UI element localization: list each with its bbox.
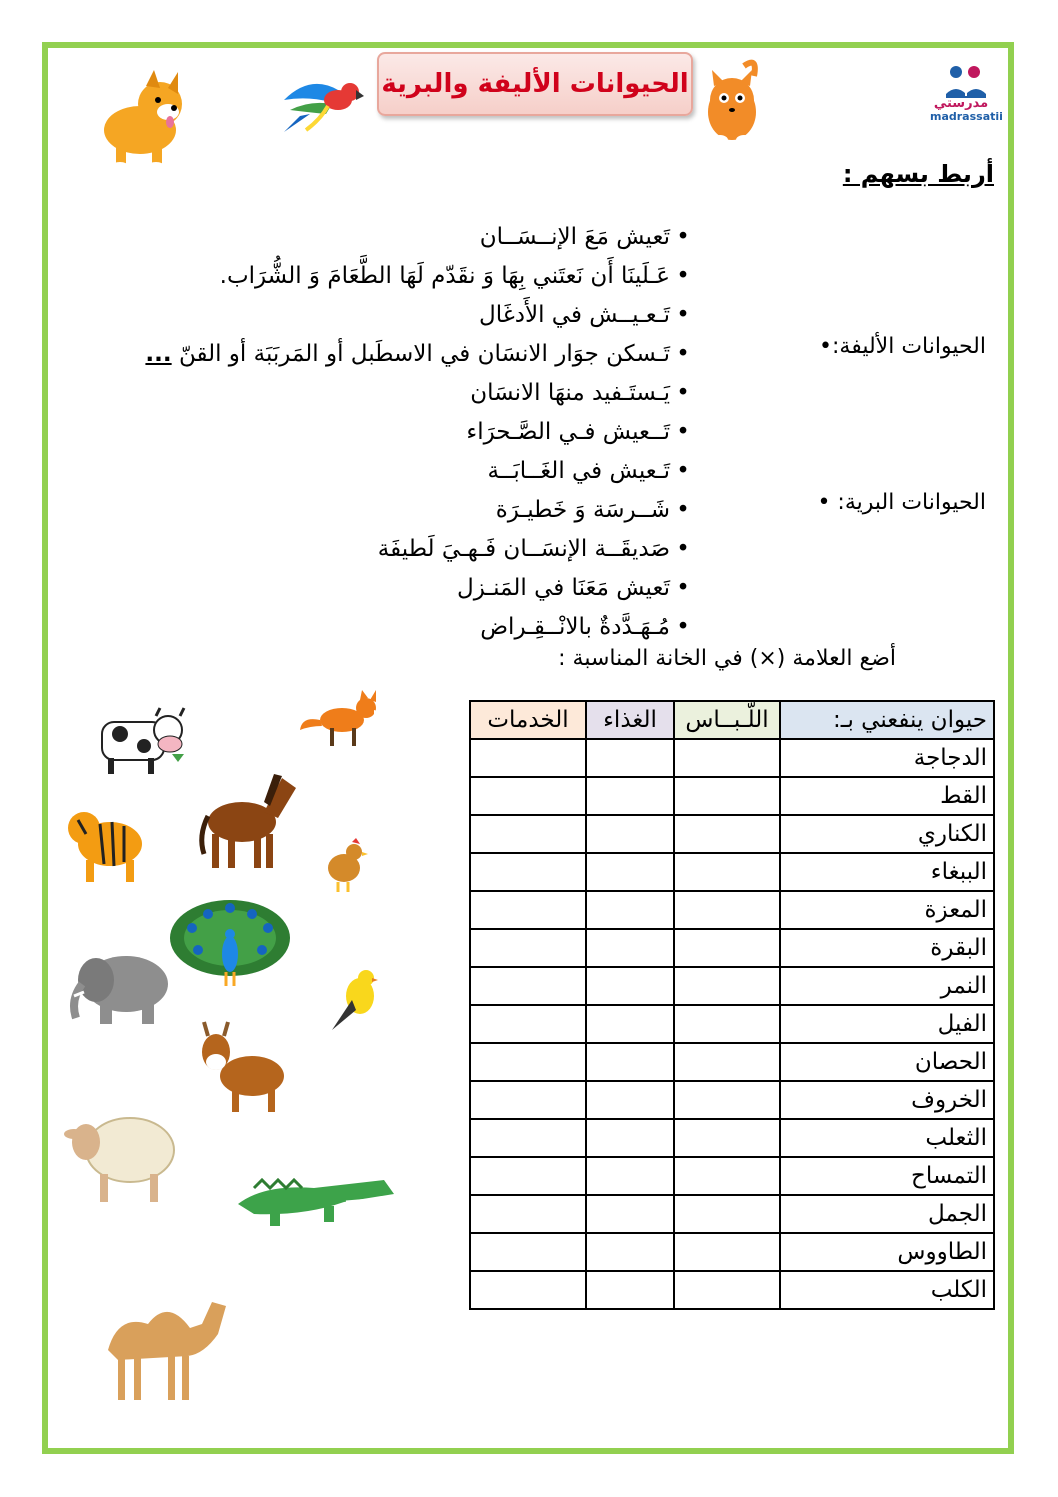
goat-illustration [194, 1022, 292, 1116]
cell-services[interactable] [470, 891, 586, 929]
table-row [470, 891, 994, 929]
header-services: الخدمات [470, 701, 586, 739]
animal-name: الببغاء [780, 853, 994, 891]
cell-clothing[interactable] [674, 1233, 780, 1271]
cell-food[interactable] [586, 815, 674, 853]
table-row [470, 1195, 994, 1233]
category-wild: الحيوانات البرية: • [817, 490, 986, 515]
cell-services[interactable] [470, 815, 586, 853]
peacock-illustration [168, 898, 294, 988]
animal-name: الدجاجة [780, 739, 994, 777]
cell-clothing[interactable] [674, 1157, 780, 1195]
cell-food[interactable] [586, 739, 674, 777]
cell-clothing[interactable] [674, 853, 780, 891]
canary-illustration [330, 966, 388, 1036]
table-row [470, 1005, 994, 1043]
table-instruction: أضع العلامة (×) في الخانة المناسبة : [558, 646, 896, 671]
cell-services[interactable] [470, 1043, 586, 1081]
cell-services[interactable] [470, 777, 586, 815]
cat-illustration [704, 56, 760, 148]
cell-food[interactable] [586, 777, 674, 815]
header-animal: حيوان ينفعني بـ: [780, 701, 994, 739]
table-row [470, 1119, 994, 1157]
logo-latin-text: madrassatii [930, 110, 1003, 123]
animal-name: الكلب [780, 1271, 994, 1309]
statement-item: • تَعيش مَعَ الإنــسَــان [145, 218, 696, 257]
cell-food[interactable] [586, 891, 674, 929]
animal-name: الثعلب [780, 1119, 994, 1157]
cell-food[interactable] [586, 1005, 674, 1043]
cell-clothing[interactable] [674, 815, 780, 853]
cell-services[interactable] [470, 967, 586, 1005]
animals-table [469, 700, 995, 1310]
animal-name: التمساح [780, 1157, 994, 1195]
logo-book-icon [944, 64, 988, 98]
cell-services[interactable] [470, 1195, 586, 1233]
table-row [470, 777, 994, 815]
cell-clothing[interactable] [674, 1043, 780, 1081]
crocodile-illustration [234, 1144, 396, 1240]
horse-illustration [198, 766, 300, 872]
sheep-illustration [66, 1100, 180, 1206]
statement-item: • تَـعـيــش في الأَدغَال [145, 296, 696, 335]
table-row [470, 1081, 994, 1119]
cell-services[interactable] [470, 1005, 586, 1043]
elephant-illustration [66, 944, 178, 1026]
animal-name: الجمل [780, 1195, 994, 1233]
cell-food[interactable] [586, 1195, 674, 1233]
cell-clothing[interactable] [674, 967, 780, 1005]
animal-name: الفيل [780, 1005, 994, 1043]
animal-name: القط [780, 777, 994, 815]
cell-clothing[interactable] [674, 891, 780, 929]
cell-services[interactable] [470, 739, 586, 777]
animal-name: الحصان [780, 1043, 994, 1081]
animal-name: النمر [780, 967, 994, 1005]
cell-clothing[interactable] [674, 929, 780, 967]
camel-illustration [98, 1294, 230, 1404]
animal-name: الكناري [780, 815, 994, 853]
cell-food[interactable] [586, 1043, 674, 1081]
table-header-row [470, 701, 994, 739]
cell-clothing[interactable] [674, 777, 780, 815]
cell-food[interactable] [586, 1157, 674, 1195]
table-row [470, 1233, 994, 1271]
table-row [470, 1043, 994, 1081]
animal-name: المعزة [780, 891, 994, 929]
parrot-illustration [280, 70, 364, 134]
cell-services[interactable] [470, 1157, 586, 1195]
statement-item: • شَــرسَة وَ خَطيـرَة [145, 491, 696, 530]
cell-clothing[interactable] [674, 1081, 780, 1119]
table-row [470, 1157, 994, 1195]
cell-clothing[interactable] [674, 1271, 780, 1309]
cell-services[interactable] [470, 1271, 586, 1309]
cell-food[interactable] [586, 1271, 674, 1309]
cell-services[interactable] [470, 853, 586, 891]
statement-item: • تَـعيش في الغَــابَــة [145, 452, 696, 491]
hen-illustration [322, 838, 366, 894]
statement-trailing: ... [145, 341, 172, 367]
statement-item: • مُـهَـدَّدةٌ بالانْــقِـراض [145, 608, 696, 647]
category-domestic: الحيوانات الأليفة:• [819, 334, 986, 359]
logo-arabic-text: مدرستي [933, 96, 989, 111]
dog-illustration [88, 68, 190, 172]
cell-services[interactable] [470, 1119, 586, 1157]
cell-food[interactable] [586, 1119, 674, 1157]
cow-illustration [98, 704, 190, 778]
statement-item: • عَـلَينَا أَن نَعتَني بِهَا وَ نقَدّم لَهَا الطَّعَامَ وَ الشُّرَاب. [145, 257, 696, 296]
fox-illustration [300, 690, 382, 748]
cell-food[interactable] [586, 1081, 674, 1119]
table-row [470, 1271, 994, 1309]
cell-services[interactable] [470, 1081, 586, 1119]
statement-item: • تَــعيش فـي الصَّـحرَاء [145, 413, 696, 452]
statement-item: • يَـستَـفيد منهَا الانسَان [145, 374, 696, 413]
statements-list [145, 218, 696, 647]
worksheet-title: الحيوانات الأليفة والبرية [381, 69, 689, 99]
table-row [470, 815, 994, 853]
header-food: الغذاء [586, 701, 674, 739]
cell-food[interactable] [586, 853, 674, 891]
cell-food[interactable] [586, 1233, 674, 1271]
table-row [470, 929, 994, 967]
animal-name: الخروف [780, 1081, 994, 1119]
worksheet-title-box [377, 52, 693, 116]
table-row [470, 967, 994, 1005]
animal-name: الطاووس [780, 1233, 994, 1271]
cell-clothing[interactable] [674, 739, 780, 777]
statement-text: تَـسكن جوَار الانسَان في الاسطَبل أو المَربَبَة أو القنّ [178, 341, 670, 367]
cell-clothing[interactable] [674, 1195, 780, 1233]
cell-food[interactable] [586, 967, 674, 1005]
animal-name: البقرة [780, 929, 994, 967]
tiger-illustration [66, 800, 146, 884]
table-row [470, 739, 994, 777]
section-heading: أربط بسهم : [842, 160, 994, 188]
statement-item: • صَديقَــة الإنسَــان فَـهـيَ لَطيفَة [145, 530, 696, 569]
table-row [470, 853, 994, 891]
cell-clothing[interactable] [674, 1005, 780, 1043]
cell-food[interactable] [586, 929, 674, 967]
statement-item [145, 335, 696, 374]
cell-services[interactable] [470, 929, 586, 967]
cell-clothing[interactable] [674, 1119, 780, 1157]
header-clothing: اللّـبــاس [674, 701, 780, 739]
cell-services[interactable] [470, 1233, 586, 1271]
statement-item: • تَعيش مَعَنَا في المَنـزل [145, 569, 696, 608]
